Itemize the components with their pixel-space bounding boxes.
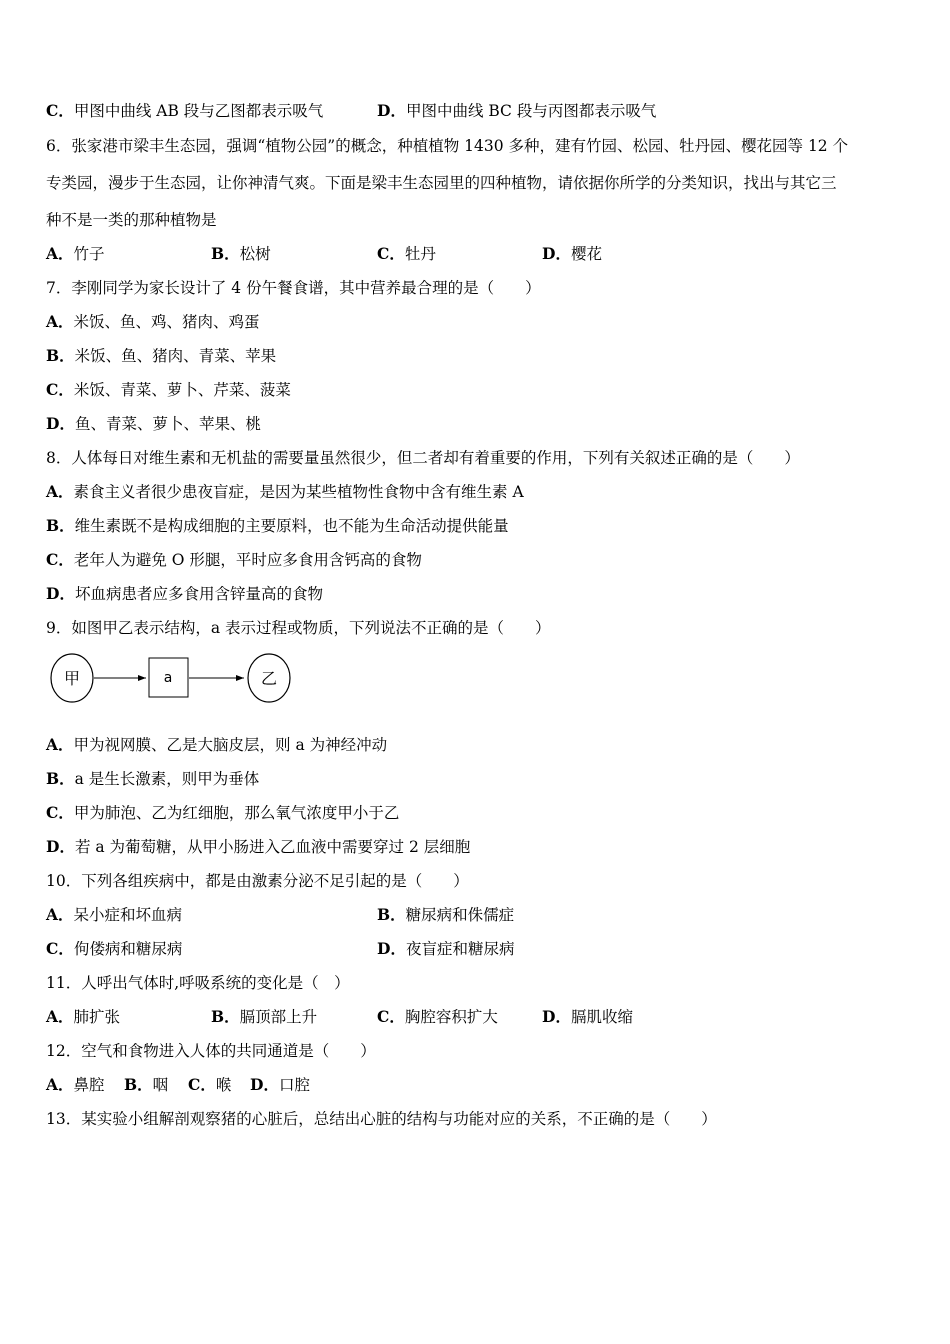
option-label: C．	[188, 1075, 216, 1094]
option-text: 松树	[239, 245, 271, 263]
option-label: A．	[46, 1007, 74, 1026]
option-label: C．	[377, 1007, 405, 1026]
option-label: B．	[46, 769, 75, 788]
option-text: 口腔	[278, 1076, 310, 1094]
option-text: 樱花	[570, 245, 602, 263]
option-label: B．	[211, 244, 240, 263]
option-text: 竹子	[73, 245, 105, 263]
option-label: C．	[46, 101, 74, 120]
q8-stem: 8．人体每日对维生素和无机盐的需要量虽然很少，但二者却有着重要的作用，下列有关叙述正确的是（ ）	[46, 449, 800, 467]
option-text: 甲为视网膜、乙是大脑皮层，则 a 为神经冲动	[73, 736, 388, 754]
q8-option-d	[46, 583, 323, 605]
option-text: 呆小症和坏血病	[73, 906, 183, 924]
option-text: a 是生长激素，则甲为垂体	[74, 770, 260, 788]
option-text: 素食主义者很少患夜盲症，是因为某些植物性食物中含有维生素 A	[73, 483, 524, 501]
option-text: 鼻腔	[73, 1076, 105, 1094]
q6-stem-line-2: 专类园，漫步于生态园，让你神清气爽。下面是梁丰生态园里的四种植物，请依据你所学的分类知识，找出与其它三	[46, 174, 837, 192]
option-text: 喉	[215, 1076, 232, 1094]
option-label: A．	[46, 482, 74, 501]
option-text: 甲图中曲线 AB 段与乙图都表示吸气	[73, 102, 324, 120]
option-label: B．	[377, 905, 406, 924]
option-label: A．	[46, 312, 74, 331]
option-text: 夜盲症和糖尿病	[405, 940, 515, 958]
option-label: D．	[542, 1007, 571, 1026]
jia-label: 甲	[63, 669, 81, 688]
option-label: A．	[46, 244, 74, 263]
option-text: 膈顶部上升	[239, 1008, 318, 1026]
option-text: 咽	[152, 1076, 169, 1094]
q7-option-d	[46, 413, 261, 435]
q12-stem: 12．空气和食物进入人体的共同通道是（ ）	[46, 1042, 376, 1060]
option-text: 佝偻病和糖尿病	[73, 940, 183, 958]
option-text: 鱼、青菜、萝卜、苹果、桃	[74, 415, 261, 433]
option-label: D．	[46, 584, 75, 603]
option-label: C．	[46, 803, 74, 822]
option-label: D．	[46, 414, 75, 433]
option-label: C．	[46, 380, 74, 399]
option-label: C．	[377, 244, 405, 263]
option-text: 牡丹	[404, 245, 436, 263]
option-text: 甲为肺泡、乙为红细胞，那么氧气浓度甲小于乙	[73, 804, 400, 822]
option-text: 米饭、青菜、萝卜、芹菜、菠菜	[73, 381, 291, 399]
option-label: D．	[542, 244, 571, 263]
q9-option-d	[46, 836, 470, 858]
a-label: a	[163, 670, 173, 686]
q6-stem-line-3: 种不是一类的那种植物是	[46, 211, 217, 229]
q9-option-c	[46, 802, 399, 824]
q11-stem: 11．人呼出气体时,呼吸系统的变化是（ ）	[46, 974, 350, 992]
option-text: 坏血病患者应多食用含锌量高的食物	[74, 585, 323, 603]
option-text: 肺扩张	[73, 1008, 121, 1026]
option-text: 维生素既不是构成细胞的主要原料，也不能为生命活动提供能量	[74, 517, 509, 535]
q6-stem-line-1: 6．张家港市梁丰生态园，强调“植物公园”的概念，种植植物 1430 多种，建有竹园、松园、牡丹园、樱花园等 12 个	[46, 137, 849, 155]
option-label: B．	[124, 1075, 153, 1094]
option-label: D．	[250, 1075, 279, 1094]
q8-option-a	[46, 481, 524, 503]
q7-option-c	[46, 379, 291, 401]
option-label: A．	[46, 905, 74, 924]
option-label: A．	[46, 735, 74, 754]
q9-option-a	[46, 734, 387, 756]
option-text: 米饭、鱼、猪肉、青菜、苹果	[74, 347, 277, 365]
q9-stem: 9．如图甲乙表示结构，a 表示过程或物质，下列说法不正确的是（ ）	[46, 619, 551, 637]
q7-stem: 7．李刚同学为家长设计了 4 份午餐食谱，其中营养最合理的是（ ）	[46, 279, 541, 297]
yi-label: 乙	[260, 669, 278, 688]
option-label: D．	[46, 837, 75, 856]
q7-option-a	[46, 311, 260, 333]
option-label: A．	[46, 1075, 74, 1094]
q9-option-b	[46, 768, 259, 790]
q13-stem: 13．某实验小组解剖观察猪的心脏后，总结出心脏的结构与功能对应的关系，不正确的是（ ）	[46, 1110, 717, 1128]
q8-option-b	[46, 515, 509, 537]
option-text: 米饭、鱼、鸡、猪肉、鸡蛋	[73, 313, 260, 331]
option-text: 糖尿病和侏儒症	[405, 906, 515, 924]
option-text: 胸腔容积扩大	[404, 1008, 498, 1026]
option-text: 若 a 为葡萄糖，从甲小肠进入乙血液中需要穿过 2 层细胞	[74, 838, 471, 856]
option-text: 膈肌收缩	[570, 1008, 633, 1026]
option-label: D．	[377, 101, 406, 120]
option-text: 老年人为避免 O 形腿，平时应多食用含钙高的食物	[73, 551, 422, 569]
option-text: 甲图中曲线 BC 段与丙图都表示吸气	[405, 102, 657, 120]
option-label: B．	[211, 1007, 240, 1026]
q7-option-b	[46, 345, 276, 367]
option-label: D．	[377, 939, 406, 958]
q9-diagram	[46, 648, 306, 710]
option-label: C．	[46, 550, 74, 569]
option-label: B．	[46, 346, 75, 365]
option-label: B．	[46, 516, 75, 535]
q10-stem: 10．下列各组疾病中，都是由激素分泌不足引起的是（ ）	[46, 872, 469, 890]
option-label: C．	[46, 939, 74, 958]
q8-option-c	[46, 549, 422, 571]
